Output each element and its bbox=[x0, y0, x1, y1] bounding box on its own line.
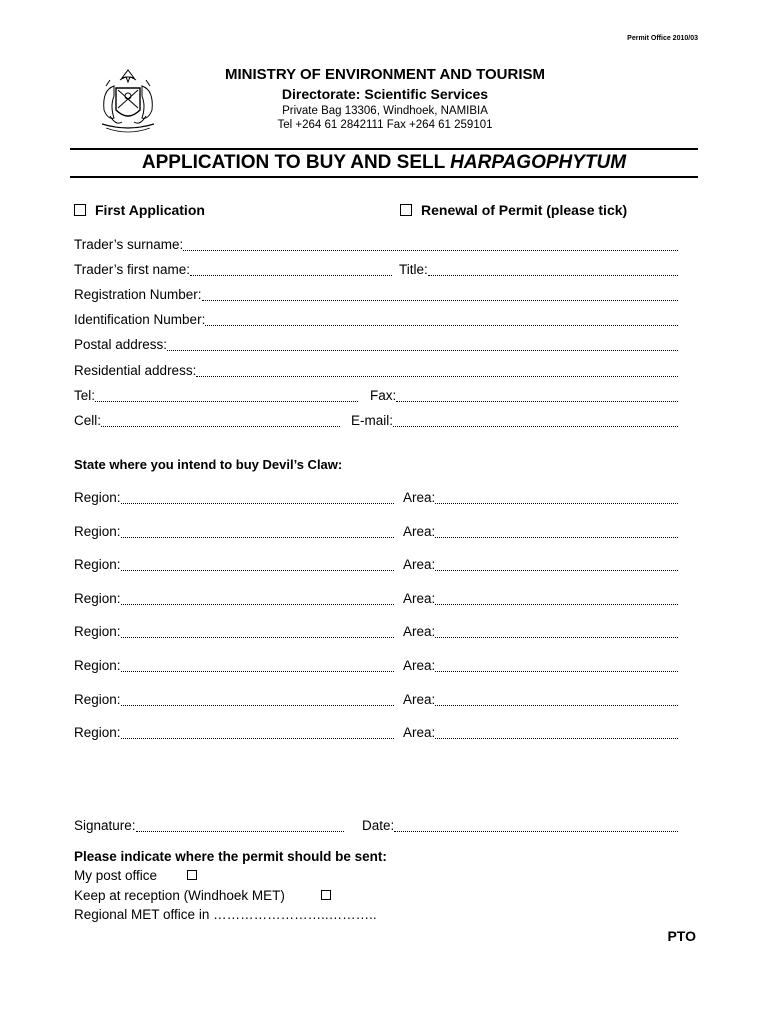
area-field[interactable]: Area: bbox=[403, 725, 678, 743]
region-field[interactable]: Region: bbox=[74, 658, 394, 676]
renewal-option[interactable]: Renewal of Permit (please tick) bbox=[400, 202, 627, 218]
renewal-checkbox[interactable] bbox=[400, 204, 412, 216]
tel-field[interactable]: Tel: bbox=[74, 388, 358, 406]
area-field[interactable]: Area: bbox=[403, 624, 678, 642]
region-row bbox=[74, 725, 678, 743]
regional-office-field[interactable]: Regional MET office in ……………………..……….. bbox=[74, 907, 377, 922]
area-field[interactable]: Area: bbox=[403, 692, 678, 710]
area-field[interactable]: Area: bbox=[403, 557, 678, 575]
region-row bbox=[74, 692, 678, 710]
date-field[interactable]: Date: bbox=[362, 818, 678, 836]
cell-field[interactable]: Cell: bbox=[74, 413, 340, 431]
tel-fax-row bbox=[74, 388, 678, 406]
fax-field[interactable]: Fax: bbox=[370, 388, 678, 406]
title-top-rule bbox=[70, 148, 698, 150]
postal-address-line: Private Bag 13306, Windhoek, NAMIBIA bbox=[282, 105, 488, 117]
region-row bbox=[74, 524, 678, 542]
area-field[interactable]: Area: bbox=[403, 490, 678, 508]
reception-checkbox[interactable] bbox=[321, 890, 331, 900]
area-field[interactable]: Area: bbox=[403, 591, 678, 609]
region-field[interactable]: Region: bbox=[74, 524, 394, 542]
post-office-option[interactable]: My post office bbox=[74, 868, 197, 883]
signature-field[interactable]: Signature: bbox=[74, 818, 344, 836]
first-name-row bbox=[74, 262, 678, 280]
region-field[interactable]: Region: bbox=[74, 490, 394, 508]
region-field[interactable]: Region: bbox=[74, 624, 394, 642]
region-row bbox=[74, 591, 678, 609]
please-turn-over: PTO bbox=[667, 928, 696, 944]
title-field[interactable]: Title: bbox=[399, 262, 678, 280]
directorate-name: Directorate: Scientific Services bbox=[281, 86, 489, 102]
cell-email-row bbox=[74, 413, 678, 431]
reception-option[interactable]: Keep at reception (Windhoek MET) bbox=[74, 888, 331, 903]
area-field[interactable]: Area: bbox=[403, 524, 678, 542]
form-reference: Permit Office 2010/03 bbox=[627, 35, 698, 42]
region-row bbox=[74, 490, 678, 508]
send-heading: Please indicate where the permit should be sent: bbox=[74, 849, 387, 864]
title-bottom-rule bbox=[70, 176, 698, 178]
email-field[interactable]: E-mail: bbox=[351, 413, 678, 431]
area-field[interactable]: Area: bbox=[403, 658, 678, 676]
contact-line: Tel +264 61 2842111 Fax +264 61 259101 bbox=[277, 119, 493, 131]
region-row bbox=[74, 557, 678, 575]
region-field[interactable]: Region: bbox=[74, 557, 394, 575]
region-field[interactable]: Region: bbox=[74, 725, 394, 743]
species-name: HARPAGOPHYTUM bbox=[450, 152, 627, 173]
registration-field[interactable]: Registration Number: bbox=[74, 287, 678, 305]
regions-heading: State where you intend to buy Devil’s Claw: bbox=[74, 457, 343, 472]
region-row bbox=[74, 624, 678, 642]
surname-field[interactable]: Trader’s surname: bbox=[74, 237, 678, 255]
residential-address-field[interactable]: Residential address: bbox=[74, 363, 678, 381]
first-application-checkbox[interactable] bbox=[74, 204, 86, 216]
postal-address-field[interactable]: Postal address: bbox=[74, 337, 678, 355]
first-application-option[interactable]: First Application bbox=[74, 202, 205, 218]
form-title: APPLICATION TO BUY AND SELL HARPAGOPHYTUM bbox=[141, 152, 627, 173]
first-name-field[interactable]: Trader’s first name: bbox=[74, 262, 392, 280]
region-field[interactable]: Region: bbox=[74, 692, 394, 710]
post-office-checkbox[interactable] bbox=[187, 870, 197, 880]
signature-row bbox=[74, 818, 678, 836]
ministry-name: MINISTRY OF ENVIRONMENT AND TOURISM bbox=[224, 66, 545, 83]
identification-field[interactable]: Identification Number: bbox=[74, 312, 678, 330]
region-row bbox=[74, 658, 678, 676]
region-field[interactable]: Region: bbox=[74, 591, 394, 609]
